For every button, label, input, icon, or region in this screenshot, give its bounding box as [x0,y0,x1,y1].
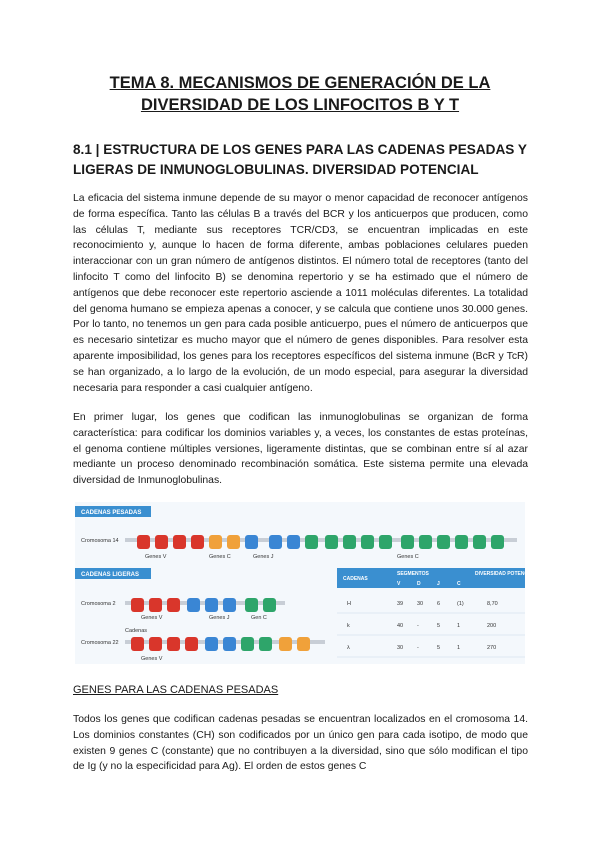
cadenas-lambda-label: Cadenas [125,628,148,634]
genes-jk-label: Genes J [209,615,230,621]
gene-segment-c [379,535,392,549]
gene-segment-c [419,535,432,549]
subheading-heavy-chain-genes: GENES PARA LAS CADENAS PESADAS [73,684,279,696]
table-cell: 1 [457,623,461,629]
gene-segment-c [245,598,258,612]
chr2-label: Cromosoma 2 [81,601,116,607]
gene-segment-v [185,637,198,651]
light-band-label: CADENAS LIGERAS [81,572,140,578]
table-cell: 200 [487,623,497,629]
gene-segment-v [131,598,144,612]
gene-segment-v [137,535,150,549]
table-cell: 1 [457,645,461,651]
gene-organization-figure [75,502,537,664]
paragraph-organization: En primer lugar, los genes que codifican las inmunoglobulinas se organizan de forma característica: para codificar los dominios variables y, a veces, los constantes de estas proteínas, el genoma contiene múltiples versiones, ligeramente distintas, que se combinan entre sí al azar mediante un proceso denominado recombinación somática. Este sistema permite una elevada diversidad de Inmunoglobulinas. [73,412,528,487]
gene-segment-c [263,598,276,612]
title-line-1: TEMA 8. MECANISMOS DE GENERACIÓN DE LA [109,74,491,92]
gene-segment-c [305,535,318,549]
gene-segment-c [343,535,356,549]
gene-segment-v [149,598,162,612]
table-cell: - [417,623,419,629]
table-cell: 39 [397,601,404,607]
table-cell: H [347,601,351,607]
table-cell: (1) [457,601,464,607]
genes-j-label: Genes J [253,554,274,560]
table-col-diversidad: DIVERSIDAD POTENCIAL [475,571,537,577]
table-cell: - [417,645,419,651]
table-col-segmentos: SEGMENTOS [397,571,429,577]
section-heading-line-1: 8.1 | ESTRUCTURA DE LOS GENES PARA LAS CADENAS PESADAS Y [73,142,527,157]
genes-vl-label: Genes V [141,656,163,662]
gene-segment-c [361,535,374,549]
gene-segment-j [205,637,218,651]
table-subhead-v: V [397,581,401,587]
gene-segment-j [287,535,300,549]
chr22-label: Cromosoma 22 [81,640,119,646]
gene-segment-v [131,637,144,651]
gene-segment-j [269,535,282,549]
gene-segment-c [325,535,338,549]
paragraph-heavy-chain: Todos los genes que codifican cadenas pesadas se encuentran localizados en el cromosoma 14. Los dominios constantes (CH) son codificados por un único gen para cada isotipo, de modo que existen 9 genes C (constante) que no contribuyen a la diversidad, sino que sólo modifican el tipo de Ig (y no la especificidad para Ag). El orden de estos genes C [73,714,528,773]
gene-segment-d [279,637,292,651]
table-cell: k [347,623,350,629]
gene-segment-c [401,535,414,549]
gene-segment-j [223,637,236,651]
table-cell: 40 [397,623,404,629]
paragraph-intro: La eficacia del sistema inmune depende de su mayor o menor capacidad de reconocer antígenos de forma específica. Tanto las células B a través del BCR y los anticuerpos que producen, como las células T, mediante sus receptores TCR/CD3, se encuentran implicadas en este reconocimiento y, aunque lo hacen de forma diferente, ambas poblaciones celulares pueden interaccionar con un gran número de antígenos distintos. El número total de receptores (tanto del linfocito T como del linfocito B) se denomina repertorio y se ha estimado que el número de antígenos que debe reconocer este repertorio asciende a 1011 moléculas diferentes. La totalidad del genoma humano se empieza apenas a conocer, y se calcula que contiene unos 30.000 genes. Por lo tanto, no tenemos un gen para cada posible anticuerpo, pues el número de anticuerpos que es necesario sintetizar es mucho mayor que el número de genes disponibles. Para resolver esta aparente imposibilidad, los genes para los receptores específicos del sistema inmune (BcR y TcR) se han organizado, a lo largo de la evolución, de un modo especial, para asegurar la diversidad necesaria para responder a casi cualquier antígeno. [73,193,528,394]
figure-svg [75,502,537,664]
gene-segment-c [455,535,468,549]
gene-segment-v [173,535,186,549]
gene-segment-c [241,637,254,651]
table-cell: 270 [487,645,497,651]
gene-segment-d [209,535,222,549]
table-cell: 8,70 [487,601,498,607]
gene-segment-d [227,535,240,549]
table-subhead-c: C [457,581,461,587]
genes-ch-label: Genes C [397,554,419,560]
gene-segment-j [223,598,236,612]
table-cell: λ [347,645,350,651]
table-subhead-j: J [437,581,440,587]
gen-ck-label: Gen C [251,615,267,621]
gene-segment-v [149,637,162,651]
genes-vh-label: Genes V [145,554,167,560]
section-heading-line-2: LIGERAS DE INMUNOGLOBULINAS. DIVERSIDAD POTENCIAL [73,162,479,177]
table-col-cadenas: CADENAS [343,576,368,582]
gene-segment-c [473,535,486,549]
heavy-band-label: CADENAS PESADAS [81,510,142,516]
table-cell: 30 [417,601,424,607]
gene-segment-v [167,637,180,651]
gene-segment-v [155,535,168,549]
genes-d-label: Genes C [209,554,231,560]
table-cell: 5 [437,645,441,651]
gene-segment-v [191,535,204,549]
page-title [60,72,540,116]
gene-segment-j [205,598,218,612]
gene-segment-c [491,535,504,549]
gene-segment-v [167,598,180,612]
gene-segment-c [437,535,450,549]
table-cell: 5 [437,623,441,629]
genes-vk-label: Genes V [141,615,163,621]
table-cell: 30 [397,645,404,651]
chr14-label: Cromosoma 14 [81,538,119,544]
gene-segment-j [187,598,200,612]
gene-segment-d [297,637,310,651]
gene-segment-j [245,535,258,549]
section-heading [73,140,533,180]
table-subhead-d: D [417,581,421,587]
gene-segment-c [259,637,272,651]
table-cell: 6 [437,601,441,607]
title-line-2: DIVERSIDAD DE LOS LINFOCITOS B Y T [140,96,460,114]
